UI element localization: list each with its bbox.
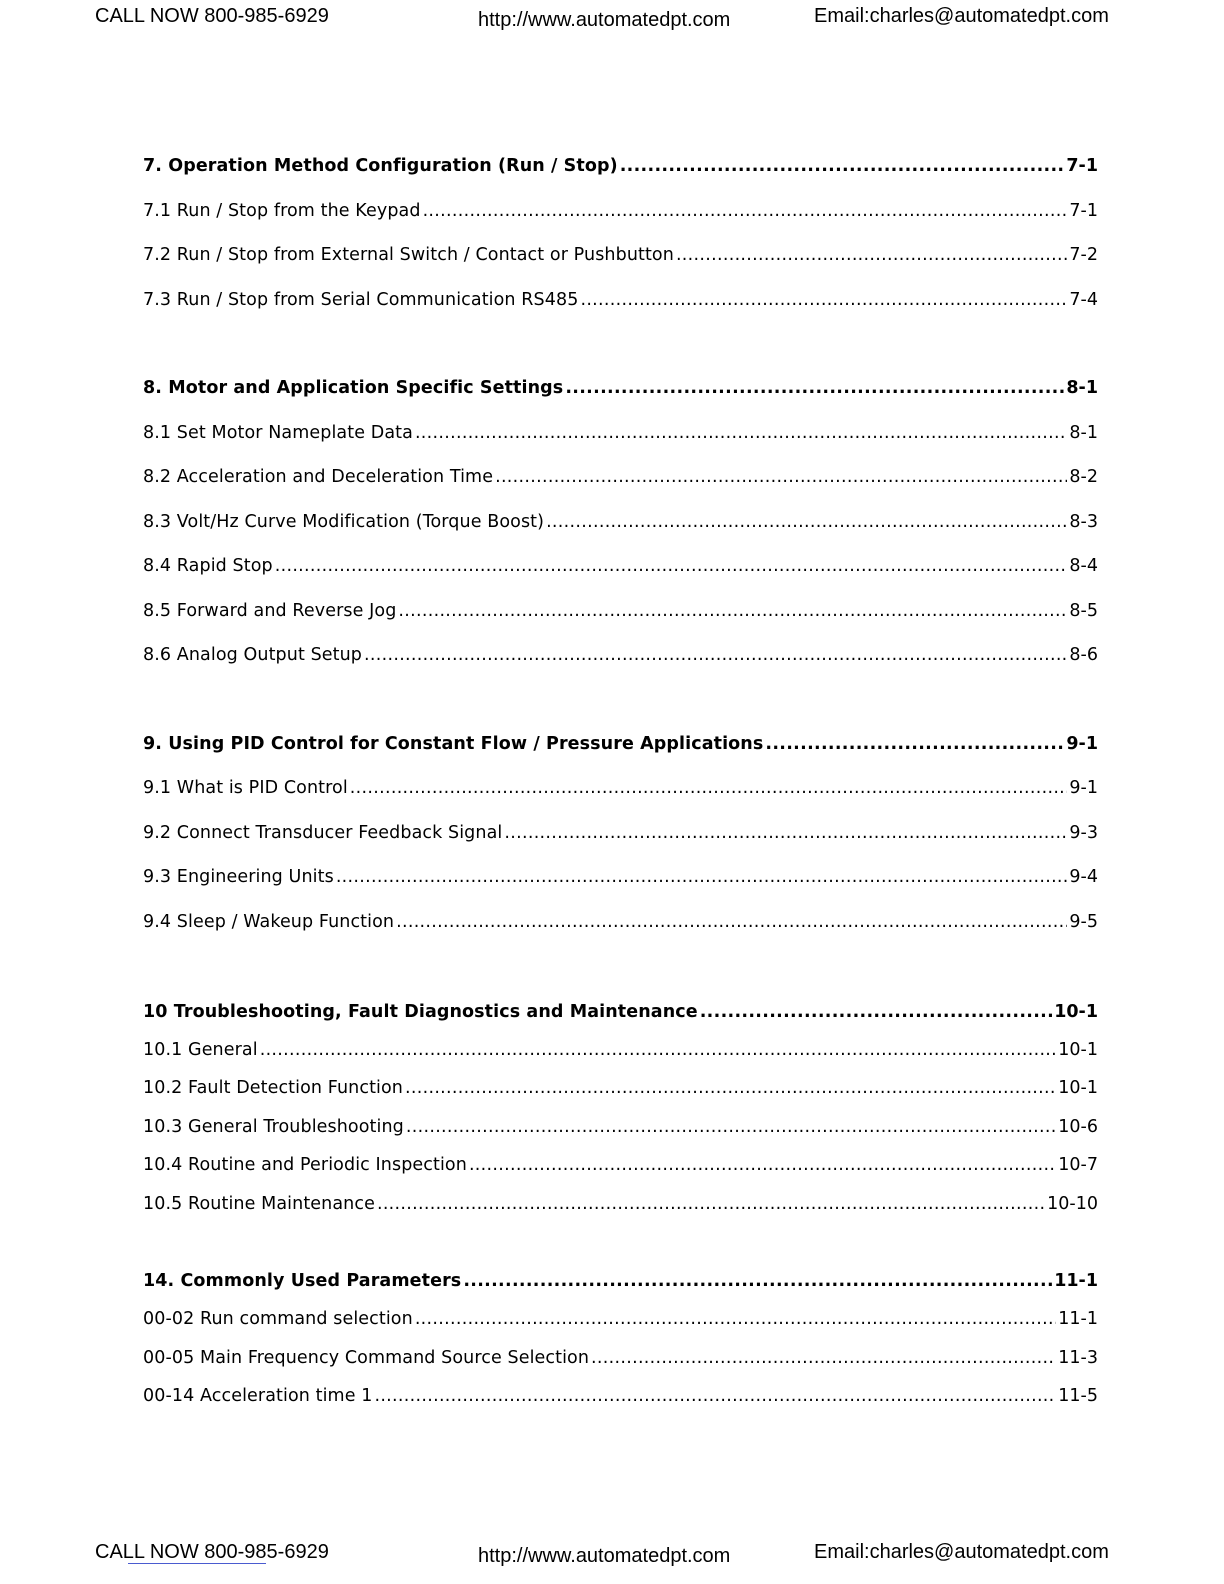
toc-leader-dots [676,243,1067,267]
toc-entry-00-02[interactable] [143,1305,1098,1331]
toc-entry-10-1[interactable] [143,1036,1098,1062]
toc-entry-label: 9.1 What is PID Control [143,778,348,798]
toc-leader-dots [415,421,1067,445]
toc-leader-dots [405,1076,1056,1100]
toc-entry-8-6[interactable] [143,641,1098,667]
toc-entry-label: 14. Commonly Used Parameters [143,1271,462,1291]
toc-page-number: 10-1 [1058,1078,1098,1098]
toc-entry-label: 10 Troubleshooting, Fault Diagnostics and Maintenance [143,1002,698,1022]
toc-heading-14[interactable] [143,1267,1098,1293]
toc-leader-dots [406,1115,1056,1139]
toc-page-number: 9-5 [1069,912,1098,932]
footer-banner [0,1541,1224,1575]
toc-leader-dots [495,465,1067,489]
toc-page-number: 7-1 [1069,201,1098,221]
toc-leader-dots [504,821,1067,845]
toc-page-number: 11-5 [1058,1386,1098,1406]
header-banner [0,5,1224,39]
toc-page-number: 8-3 [1069,512,1098,532]
toc-heading-7[interactable] [143,152,1098,178]
toc-heading-8[interactable] [143,374,1098,400]
toc-page-number: 8-2 [1069,467,1098,487]
toc-heading-9[interactable] [143,730,1098,756]
toc-leader-dots [364,643,1067,667]
toc-entry-10-2[interactable] [143,1074,1098,1100]
footer-email-link[interactable]: Email:charles@automatedpt.com [814,1541,1109,1563]
toc-entry-10-5[interactable] [143,1190,1098,1216]
footer-url-link[interactable]: http://www.automatedpt.com [478,1545,731,1567]
toc-page-number: 9-1 [1069,778,1098,798]
toc-entry-label: 10.2 Fault Detection Function [143,1078,403,1098]
toc-entry-label: 9.3 Engineering Units [143,867,334,887]
toc-page-number: 8-4 [1069,556,1098,576]
toc-page-number: 10-1 [1058,1040,1098,1060]
toc-entry-label: 9.4 Sleep / Wakeup Function [143,912,395,932]
toc-page-number: 11-3 [1058,1348,1098,1368]
toc-leader-dots [350,776,1068,800]
toc-entry-8-3[interactable] [143,508,1098,534]
toc-entry-label: 00-14 Acceleration time 1 [143,1386,373,1406]
toc-page-number: 7-2 [1069,245,1098,265]
toc-page-number: 9-1 [1066,734,1098,754]
footer-phone: CALL NOW 800-985-6929 [95,1541,329,1563]
toc-entry-7-1[interactable] [143,197,1098,223]
toc-entry-00-14[interactable] [143,1382,1098,1408]
footer-phone-underline [128,1563,266,1564]
toc-page-number: 7-1 [1066,156,1098,176]
toc-leader-dots [463,1269,1052,1293]
toc-entry-label: 10.5 Routine Maintenance [143,1194,375,1214]
toc-entry-7-3[interactable] [143,286,1098,312]
toc-leader-dots [396,910,1067,934]
toc-page-number: 7-4 [1069,290,1098,310]
toc-leader-dots [415,1307,1056,1331]
toc-entry-8-1[interactable] [143,419,1098,445]
toc-leader-dots [336,865,1068,889]
toc-entry-label: 10.4 Routine and Periodic Inspection [143,1155,467,1175]
toc-entry-label: 10.1 General [143,1040,258,1060]
toc-leader-dots [423,199,1068,223]
toc-leader-dots [546,510,1067,534]
toc-entry-label: 8.5 Forward and Reverse Jog [143,601,397,621]
toc-entry-label: 00-05 Main Frequency Command Source Selection [143,1348,590,1368]
toc-entry-9-2[interactable] [143,819,1098,845]
toc-entry-label: 00-02 Run command selection [143,1309,413,1329]
toc-page-number: 8-5 [1069,601,1098,621]
toc-entry-8-4[interactable] [143,552,1098,578]
toc-entry-label: 8.1 Set Motor Nameplate Data [143,423,413,443]
toc-leader-dots [591,1346,1056,1370]
toc-entry-9-3[interactable] [143,863,1098,889]
toc-entry-7-2[interactable] [143,241,1098,267]
header-email-link[interactable]: Email:charles@automatedpt.com [814,5,1109,27]
toc-entry-10-4[interactable] [143,1151,1098,1177]
toc-entry-8-2[interactable] [143,463,1098,489]
toc-leader-dots [374,1384,1056,1408]
toc-page-number: 8-6 [1069,645,1098,665]
toc-leader-dots [620,154,1065,178]
toc-entry-label: 8. Motor and Application Specific Settings [143,378,564,398]
toc-entry-9-4[interactable] [143,908,1098,934]
toc-entry-label: 8.3 Volt/Hz Curve Modification (Torque Boost) [143,512,545,532]
header-phone: CALL NOW 800-985-6929 [95,5,329,27]
toc-leader-dots [580,288,1067,312]
toc-entry-label: 8.6 Analog Output Setup [143,645,363,665]
toc-heading-10[interactable] [143,998,1098,1024]
header-url-link[interactable]: http://www.automatedpt.com [478,9,731,31]
toc-entry-00-05[interactable] [143,1344,1098,1370]
toc-entry-label: 8.2 Acceleration and Deceleration Time [143,467,494,487]
toc-page-number: 10-6 [1058,1117,1098,1137]
toc-page-number: 10-1 [1054,1002,1098,1022]
toc-entry-label: 7.3 Run / Stop from Serial Communication RS485 [143,290,579,310]
toc-page-number: 10-10 [1047,1194,1098,1214]
toc-leader-dots [275,554,1068,578]
toc-leader-dots [469,1153,1056,1177]
toc-page-number: 8-1 [1069,423,1098,443]
toc-leader-dots [765,732,1064,756]
toc-leader-dots [565,376,1064,400]
toc-leader-dots [398,599,1067,623]
toc-entry-9-1[interactable] [143,774,1098,800]
toc-entry-label: 7.2 Run / Stop from External Switch / Contact or Pushbutton [143,245,674,265]
toc-page-number: 11-1 [1054,1271,1098,1291]
toc-page-number: 11-1 [1058,1309,1098,1329]
toc-entry-label: 7. Operation Method Configuration (Run / Stop) [143,156,618,176]
toc-entry-label: 7.1 Run / Stop from the Keypad [143,201,421,221]
toc-entry-label: 8.4 Rapid Stop [143,556,273,576]
toc-entry-label: 10.3 General Troubleshooting [143,1117,404,1137]
toc-leader-dots [377,1192,1045,1216]
toc-leader-dots [700,1000,1052,1024]
toc-page-number: 9-3 [1069,823,1098,843]
toc-entry-10-3[interactable] [143,1113,1098,1139]
toc-leader-dots [260,1038,1057,1062]
toc-entry-8-5[interactable] [143,597,1098,623]
toc-page-number: 8-1 [1066,378,1098,398]
toc-page-number: 9-4 [1069,867,1098,887]
toc-entry-label: 9. Using PID Control for Constant Flow / Pressure Applications [143,734,764,754]
toc-entry-label: 9.2 Connect Transducer Feedback Signal [143,823,503,843]
toc-page-number: 10-7 [1058,1155,1098,1175]
